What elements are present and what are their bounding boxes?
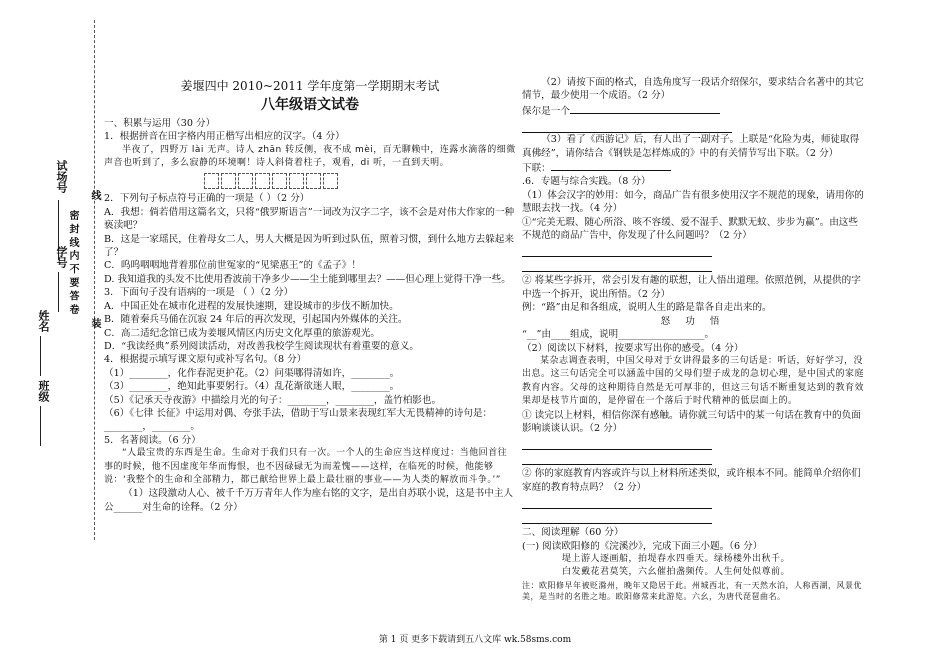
question-6-1: （1）体会汉字的妙用：如今，商品广告有很多使用汉字不规范的现象，请用你的慧眼去找一找。（4 分）	[522, 189, 864, 215]
answer-line[interactable]	[522, 494, 712, 509]
exam-title: 姜堰四中 2010~2011 学年度第一学期期末考试	[180, 79, 440, 93]
seal-text-bottom: 装	[89, 318, 100, 328]
question-6-1b: ② 将某些字拆开，常会引发有趣的联想，让人悟出道理。依照范例，从提供的字中选一个拆开，说出所悟。（2 分）	[522, 275, 861, 300]
question-4-3[interactable]: （3）________，绝知此事要躬行。（4）乱花渐欲迷人眼，________。	[104, 381, 400, 393]
grid-cell[interactable]	[238, 173, 253, 189]
question-1: 1．根据拼音在田字格内用正楷写出相应的汉字。（4 分）	[104, 131, 345, 143]
question-6-fill[interactable]: “__”由____组成，说明__________________。	[522, 329, 715, 341]
question-5-3: （3）看了《西游记》后，有人出了一副对子。上联是“化险为夷，师徒取得真佛经”，请你结合《钢铁是怎样炼成的》中的有关情节写出下联。（2 分）	[522, 134, 860, 159]
answer-line[interactable]	[522, 257, 712, 272]
room-label: 试场号	[55, 160, 68, 193]
question-5-2-lead[interactable]	[522, 103, 864, 118]
grid-cell[interactable]	[306, 173, 321, 189]
question-4-6[interactable]: （6）《七律 长征》中运用对偶、夸张手法，借助于写山景来表现红军大无畏精神的诗句是：________，________。	[104, 407, 493, 433]
question-4-5[interactable]: （5）《记承天寺夜游》中描绘月光的句子：________，________，盖竹柏影也。	[104, 394, 442, 406]
answer-lead: 保尔是一个	[522, 105, 570, 117]
answer-blank[interactable]	[570, 103, 720, 114]
answer-line[interactable]	[522, 118, 732, 133]
grid-cell[interactable]	[289, 173, 304, 189]
option-3c: C．高二适纪念馆已成为姜堰风情区内历史文化厚重的旅游观光。	[104, 327, 380, 339]
grid-cell[interactable]	[221, 173, 236, 189]
left-column	[104, 80, 516, 514]
question-5: 5．名著阅读。（6 分）	[104, 434, 201, 446]
number-field[interactable]	[58, 272, 59, 312]
poem-line-2: 白发戴花君莫笑，六幺催拍盏频传。人生何处似尊前。	[562, 567, 791, 578]
section-2-heading: 二、阅读理解（60 分）	[522, 527, 624, 539]
question-2: 2．下列句子标点符号正确的一项是（ ）（2 分）	[104, 193, 310, 205]
name-field[interactable]	[40, 336, 41, 376]
question-4-1[interactable]: （1）________，化作春泥更护花。（2）问渠哪得清如许，________。	[104, 367, 400, 379]
page-footer: 第 1 页 更多下载请到五八文库 wk.58sms.com	[378, 635, 572, 645]
option-2a: A．我想：倘若借用这篇名文，只将“俄罗斯语言”一词改为汉字二字，该不会是对伟大作家的一种亵渎吧？	[104, 206, 515, 232]
grid-cell[interactable]	[323, 173, 338, 189]
question-5-3-lead[interactable]	[522, 160, 864, 175]
answer-line[interactable]	[522, 509, 712, 524]
seal-line	[94, 20, 95, 540]
question-6: .6．专题与综合实践。（8 分）	[522, 176, 651, 188]
question-3: 3．下面句子没有语病的一项是 （ ）（2 分）	[104, 287, 294, 299]
number-label: 学号	[55, 246, 68, 268]
option-3a: A．中国正处在城市化进程的发展快速期，建设城市的步伐不断加快。	[104, 300, 399, 312]
question-5-1[interactable]: （1）这段激动人心、被千千万万青年人作为座右铭的文字，是出自苏联小说，这是书中主人公______对生命的诠释。（2 分）	[104, 488, 514, 513]
question-6-2a: ① 读完以上材料，相信你深有感触。请你就三句话中的某一句话在教育中的负面影响谈谈认识。（2 分）	[522, 409, 861, 434]
couplet-lead: 下联：	[522, 163, 551, 175]
option-2c: C．呜呜咽咽地背着那位前世冤家的“见梁惠王”的《孟子》！	[104, 260, 361, 272]
grid-cell[interactable]	[255, 173, 270, 189]
section-1-heading: 一、积累与运用（30 分）	[104, 117, 216, 129]
question-6-chars: 怒 功 悟	[660, 315, 726, 327]
question-6-2: （2）阅读以下材料，按要求写出你的感受。（4 分）	[522, 342, 744, 354]
answer-line[interactable]	[522, 450, 712, 465]
couplet-blank[interactable]	[551, 160, 671, 171]
right-column	[522, 76, 864, 602]
class-label: 班级	[37, 380, 50, 402]
question-6-example: 例：“路”由足和各组成，说明人生的路是靠各自走出来的。	[522, 302, 772, 314]
question-5-2: （2）请按下面的格式，自选角度写一段话介绍保尔，要求结合名著中的其它情节，最少使用一个成语。（2 分）	[522, 77, 864, 102]
question-4: 4．根据提示填写课文原句或补写名句。（8 分）	[104, 354, 307, 366]
question-6-2b: ② 你的家庭教育内容或许与以上材料所述类似，或许根本不同。能简单介绍你们家庭的教育特点吗？（2 分）	[522, 468, 861, 493]
answer-line[interactable]	[522, 242, 712, 257]
exam-subtitle: 八年级语文试卷	[261, 97, 359, 114]
question-5-quote: “人最宝贵的东西是生命。生命对于我们只有一次。一个人的生命应当这样度过：当他回首往事的时候，他不因虚度年华而悔恨，也不因碌碌无为而羞愧——这样，在临死的时候，他能够说：‘我整个的生命和全部精力，都已献给世界上最上最壮丽的事业——为人类的解放而斗争。’”	[104, 448, 508, 485]
option-3b: B．随着秦兵马俑在沉寂 24 年后的再次发现，引起国内外媒体的关注。	[104, 314, 408, 326]
grid-cell[interactable]	[204, 173, 219, 189]
seal-text: 密 封 线 内 不 要 答 卷	[67, 210, 78, 315]
name-label: 姓名	[37, 310, 50, 332]
answer-grid[interactable]	[204, 173, 516, 189]
poem-line-1: 堤上游人逐画船，拍堤春水四垂天。绿杨楼外出秋千。	[562, 553, 791, 564]
class-field[interactable]	[40, 406, 41, 446]
reading-1-prompt: (一) 阅读欧阳修的《浣溪沙》，完成下面三小题。（6 分）	[522, 540, 763, 552]
poem-note: 注：欧阳修早年被贬滁州，晚年又隐居于此。州城西北，有一天然水泊，人称西湖，风景优美，是当时的名胜之地。欧阳修常来此游览。六幺，为唐代琵琶曲名。	[522, 580, 862, 601]
grid-cell[interactable]	[272, 173, 287, 189]
option-2d: D. 我知道我的头发不比使用香波前干净多少——尘土能到哪里去？——但心理上觉得干净一些。	[104, 273, 511, 285]
seal-text-top: 线	[89, 190, 100, 200]
option-3d: D．“我读经典”系列阅读活动，对改善我校学生阅读现状有着重要的意义。	[104, 340, 419, 352]
question-6-2-text: 某杂志调查表明，中国父母对于女讲得最多的三句话是：听话，好好学习，没出息。这三句话完全可以涵盖中国的父母们望子成龙的急切心理，是中国式的家庭教育内容。父母的这种期待自然是无可厚非的，但这三句话不断重复达到的教育效果却是枝节片面的，是停留在一个落后于时代精神的低层面上的。	[522, 355, 865, 407]
question-6-1a: ①“完美无瑕、随心所浴、咳不容缓、爱不湿手、默默无蚊、步步为赢”。由这些不规范的商品广告中，你发现了什么问题吗？（2 分）	[522, 216, 858, 242]
option-2b: B．这是一家瑶民，住着母女二人，男人大概是因为听到过队伍，照着习惯，到什么地方去躲起来了？	[104, 233, 514, 259]
answer-line[interactable]	[522, 435, 712, 450]
question-1-text: 半夜了，四野万 lài 无声。诗人 zhān 转反侧，夜不成 mèi，百无聊赖中，连露水滴落的细微声音也听到了，多么寂静的环境啊！诗人斜倚着柱子，观看，di 听，一直到天明。	[104, 144, 516, 169]
